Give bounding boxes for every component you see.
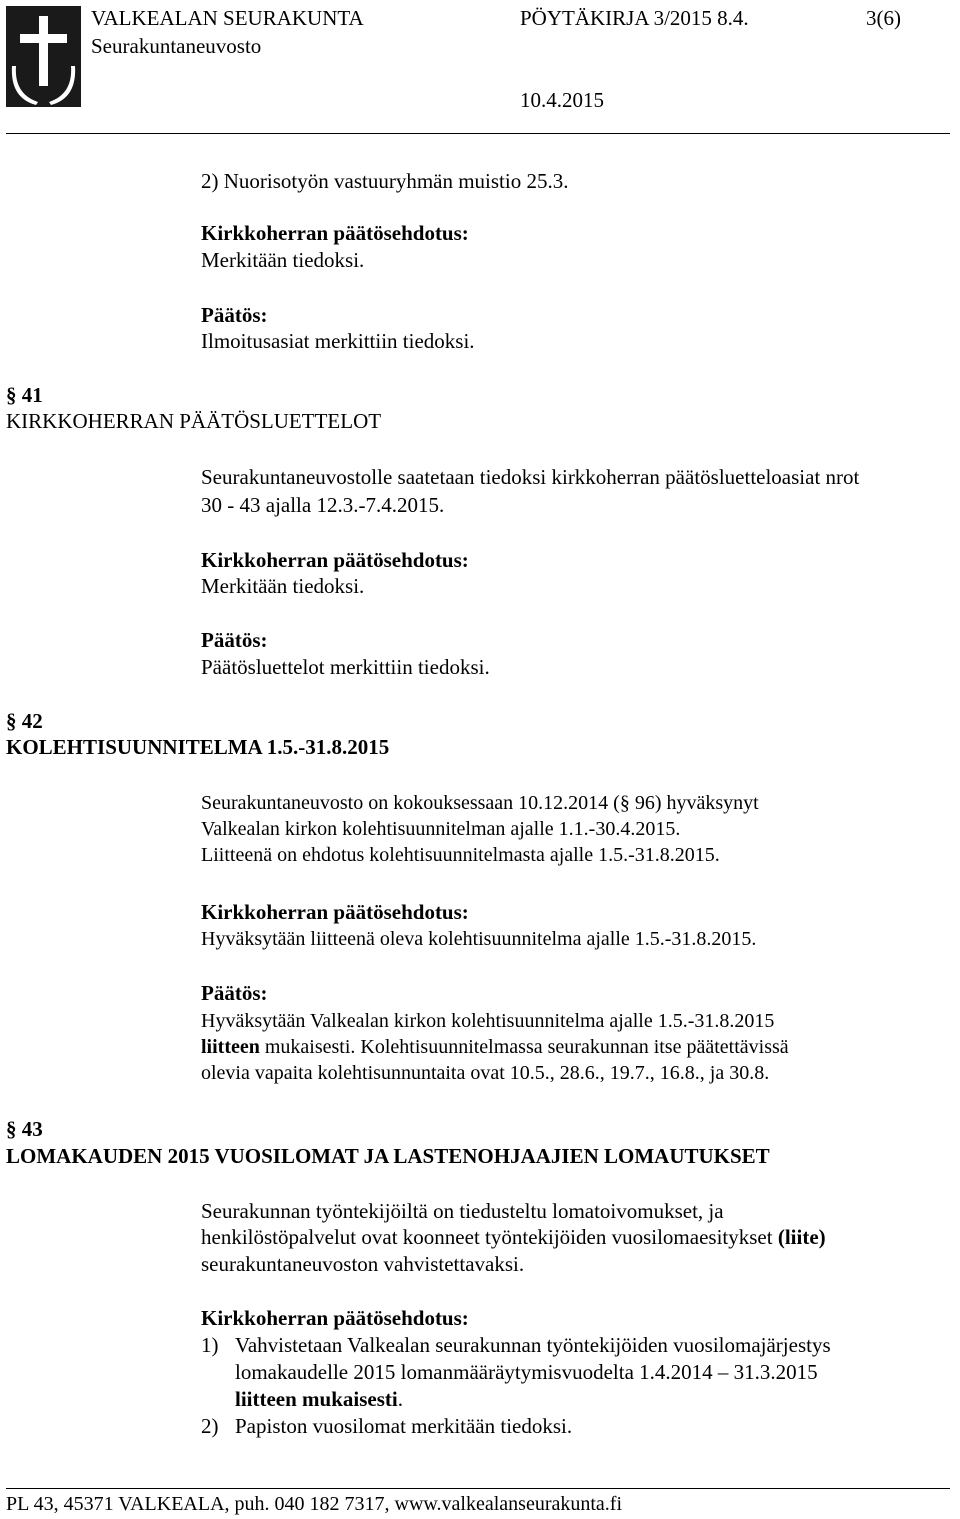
- section-title: KOLEHTISUUNNITELMA 1.5.-31.8.2015: [6, 735, 390, 759]
- attachment-reference: (liite): [777, 1225, 826, 1249]
- proposal-label: Kirkkoherran päätösehdotus:: [201, 1306, 469, 1330]
- proposal-text: Hyväksytään liitteenä oleva kolehtisuunnitelma ajalle 1.5.-31.8.2015.: [201, 928, 757, 950]
- decision-label: Päätös:: [201, 981, 268, 1005]
- list-item-continuation: lomakaudelle 2015 lomanmääräytymisvuodelta 1.4.2014 – 31.3.2015: [235, 1360, 818, 1384]
- header-rule: [6, 133, 950, 134]
- section-intro-line: seurakuntaneuvoston vahvistettavaksi.: [201, 1252, 525, 1276]
- section-number: § 42: [6, 709, 43, 733]
- document-title: PÖYTÄKIRJA 3/2015 8.4.: [520, 6, 749, 30]
- decision-label: Päätös:: [201, 303, 268, 327]
- proposal-label: Kirkkoherran päätösehdotus:: [201, 900, 469, 924]
- church-logo-icon: [6, 6, 81, 107]
- governing-body: Seurakuntaneuvosto: [91, 34, 262, 58]
- list-item-continuation: liitteen mukaisesti.: [235, 1387, 403, 1411]
- organization-name: VALKEALAN SEURAKUNTA: [91, 6, 364, 30]
- proposal-text: Merkitään tiedoksi.: [201, 248, 365, 272]
- decision-text: Ilmoitusasiat merkittiin tiedoksi.: [201, 329, 475, 353]
- page-number: 3(6): [866, 6, 901, 30]
- proposal-text: Merkitään tiedoksi.: [201, 574, 365, 598]
- section-number: § 43: [6, 1117, 43, 1141]
- footer-rule: [6, 1488, 950, 1489]
- list-number: 2): [201, 1414, 219, 1438]
- section-intro-line: Seurakuntaneuvosto on kokouksessaan 10.12.2014 (§ 96) hyväksynyt: [201, 792, 759, 814]
- section-intro-line: Seurakuntaneuvostolle saatetaan tiedoksi kirkkoherran päätösluetteloasiat nrot: [201, 465, 860, 489]
- decision-label: Päätös:: [201, 628, 268, 652]
- attachment-reference: liitteen mukaisesti: [235, 1387, 398, 1411]
- list-item: 2) Papiston vuosilomat merkitään tiedoksi.: [201, 1414, 573, 1438]
- list-item: 1) Vahvistetaan Valkealan seurakunnan työntekijöiden vuosilomajärjestys: [201, 1333, 831, 1357]
- decision-line: olevia vapaita kolehtisunnuntaita ovat 10.5., 28.6., 19.7., 16.8., ja 30.8.: [201, 1062, 770, 1084]
- agenda-item-2: 2) Nuorisotyön vastuuryhmän muistio 25.3.: [201, 169, 569, 193]
- proposal-label: Kirkkoherran päätösehdotus:: [201, 221, 469, 245]
- decision-line: Hyväksytään Valkealan kirkon kolehtisuunnitelma ajalle 1.5.-31.8.2015: [201, 1010, 775, 1032]
- proposal-label: Kirkkoherran päätösehdotus:: [201, 548, 469, 572]
- meeting-date: 10.4.2015: [520, 88, 604, 112]
- section-intro-line: Valkealan kirkon kolehtisuunnitelman ajalle 1.1.-30.4.2015.: [201, 818, 681, 840]
- section-title: LOMAKAUDEN 2015 VUOSILOMAT JA LASTENOHJAAJIEN LOMAUTUKSET: [6, 1144, 770, 1168]
- decision-line: liitteen mukaisesti. Kolehtisuunnitelmassa seurakunnan itse päätettävissä: [201, 1036, 789, 1058]
- section-number: § 41: [6, 383, 43, 407]
- list-number: 1): [201, 1333, 219, 1357]
- section-intro-line: Seurakunnan työntekijöiltä on tiedusteltu lomatoivomukset, ja: [201, 1199, 724, 1223]
- footer-contact: PL 43, 45371 VALKEALA, puh. 040 182 7317, www.valkealanseurakunta.fi: [6, 1493, 623, 1515]
- section-intro-line: henkilöstöpalvelut ovat koonneet työntekijöiden vuosilomaesitykset (liite): [201, 1225, 826, 1249]
- section-title: KIRKKOHERRAN PÄÄTÖSLUETTELOT: [6, 409, 382, 433]
- decision-text: Päätösluettelot merkittiin tiedoksi.: [201, 655, 490, 679]
- attachment-reference: liitteen: [201, 1036, 260, 1058]
- section-intro-line: 30 - 43 ajalla 12.3.-7.4.2015.: [201, 493, 445, 517]
- section-intro-line: Liitteenä on ehdotus kolehtisuunnitelmasta ajalle 1.5.-31.8.2015.: [201, 844, 720, 866]
